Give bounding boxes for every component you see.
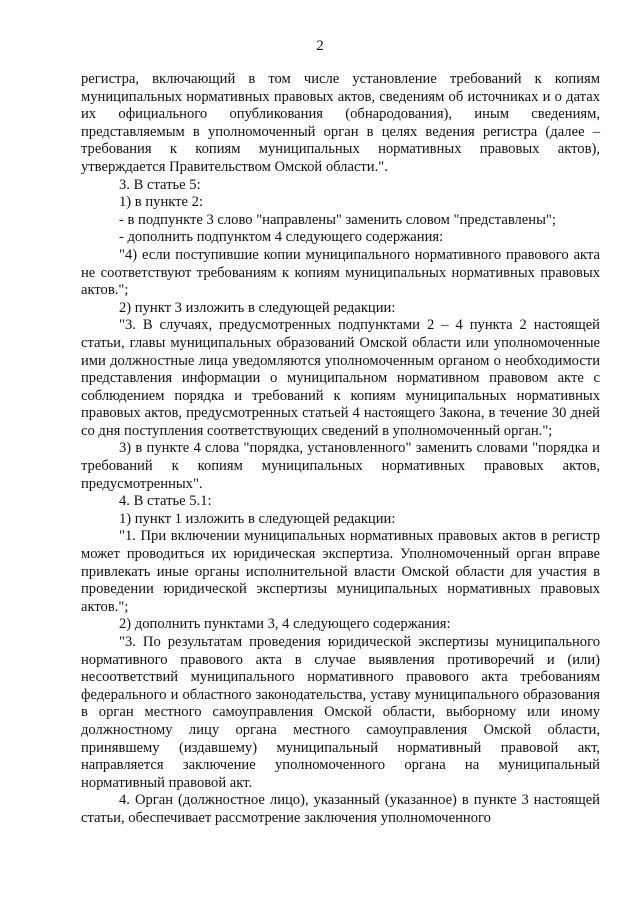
document-body [81, 71, 600, 828]
paragraph: 1) пункт 1 изложить в следующей редакции: [119, 510, 396, 527]
paragraph: 4. В статье 5.1: [119, 493, 212, 510]
paragraph: 2) дополнить пунктами 3, 4 следующего содержания: [119, 616, 451, 633]
paragraph: 2) пункт 3 изложить в следующей редакции: [119, 299, 396, 316]
paragraph: "4) если поступившие копии муниципального нормативного правового акта не соответствуют требованиям к копиям муниципальных нормативных правовых актов."; [81, 246, 600, 299]
paragraph: - в подпункте 3 слово "направлены" заменить словом "представлены"; [119, 211, 556, 228]
paragraph: "1. При включении муниципальных нормативных правовых актов в регистр может проводиться их юридическая экспертиза. Уполномоченный орган вправе привлекать иные органы исполнительной власти Омской области для участия в проведении юридической экспертизы муниципальных нормативных правовых актов."; [81, 528, 600, 615]
paragraph: "3. По результатам проведения юридической экспертизы муниципального нормативного правового акта в случае выявления противоречий и (или) несоответствий муниципального нормативного правового акта требованиям федерального и областного законодательства, уставу муниципального образования в орган местного самоуправления Омской области, выборному или иному должностному лицу органа местного самоуправления Омской области, принявшему (издавшему) муниципальный нормативный правовой акт, направляется заключение уполномоченного органа на муниципальный нормативный правовой акт. [81, 634, 600, 791]
paragraph: - дополнить подпунктом 4 следующего содержания: [119, 229, 444, 246]
paragraph: 3) в пункте 4 слова "порядка, установленного" заменить словами "порядка и требований к копиям муниципальных нормативных правовых актов, предусмотренных". [81, 440, 600, 492]
paragraph: "3. В случаях, предусмотренных подпунктами 2 – 4 пункта 2 настоящей статьи, главы муниципальных образований Омской области или уполномоченные ими должностные лица уведомляются уполномоченным органом о необходимости представления информации о муниципальном нормативном правовом акте с соблюдением порядка и требований к копиям муниципальных нормативных правовых актов, предусмотренных статьей 4 настоящего Закона, в течение 30 дней со дня поступления соответствующих сведений в уполномоченный орган."; [81, 317, 600, 439]
paragraph: регистра, включающий в том числе установление требований к копиям муниципальных нормативных правовых актов, сведениям об источниках и о датах их официального опубликования (обнародования), иным сведениям, представляемым в уполномоченный орган в целях ведения регистра (далее – требования к копиям муниципальных нормативных правовых актов), утверждается Правительством Омской области.". [81, 71, 600, 175]
paragraph: 3. В статье 5: [119, 176, 201, 193]
paragraph: 4. Орган (должностное лицо), указанный (указанное) в пункте 3 настоящей статьи, обеспечивает рассмотрение заключения уполномоченного [81, 792, 600, 826]
page-number: 2 [316, 38, 324, 54]
paragraph: 1) в пункте 2: [119, 194, 204, 211]
